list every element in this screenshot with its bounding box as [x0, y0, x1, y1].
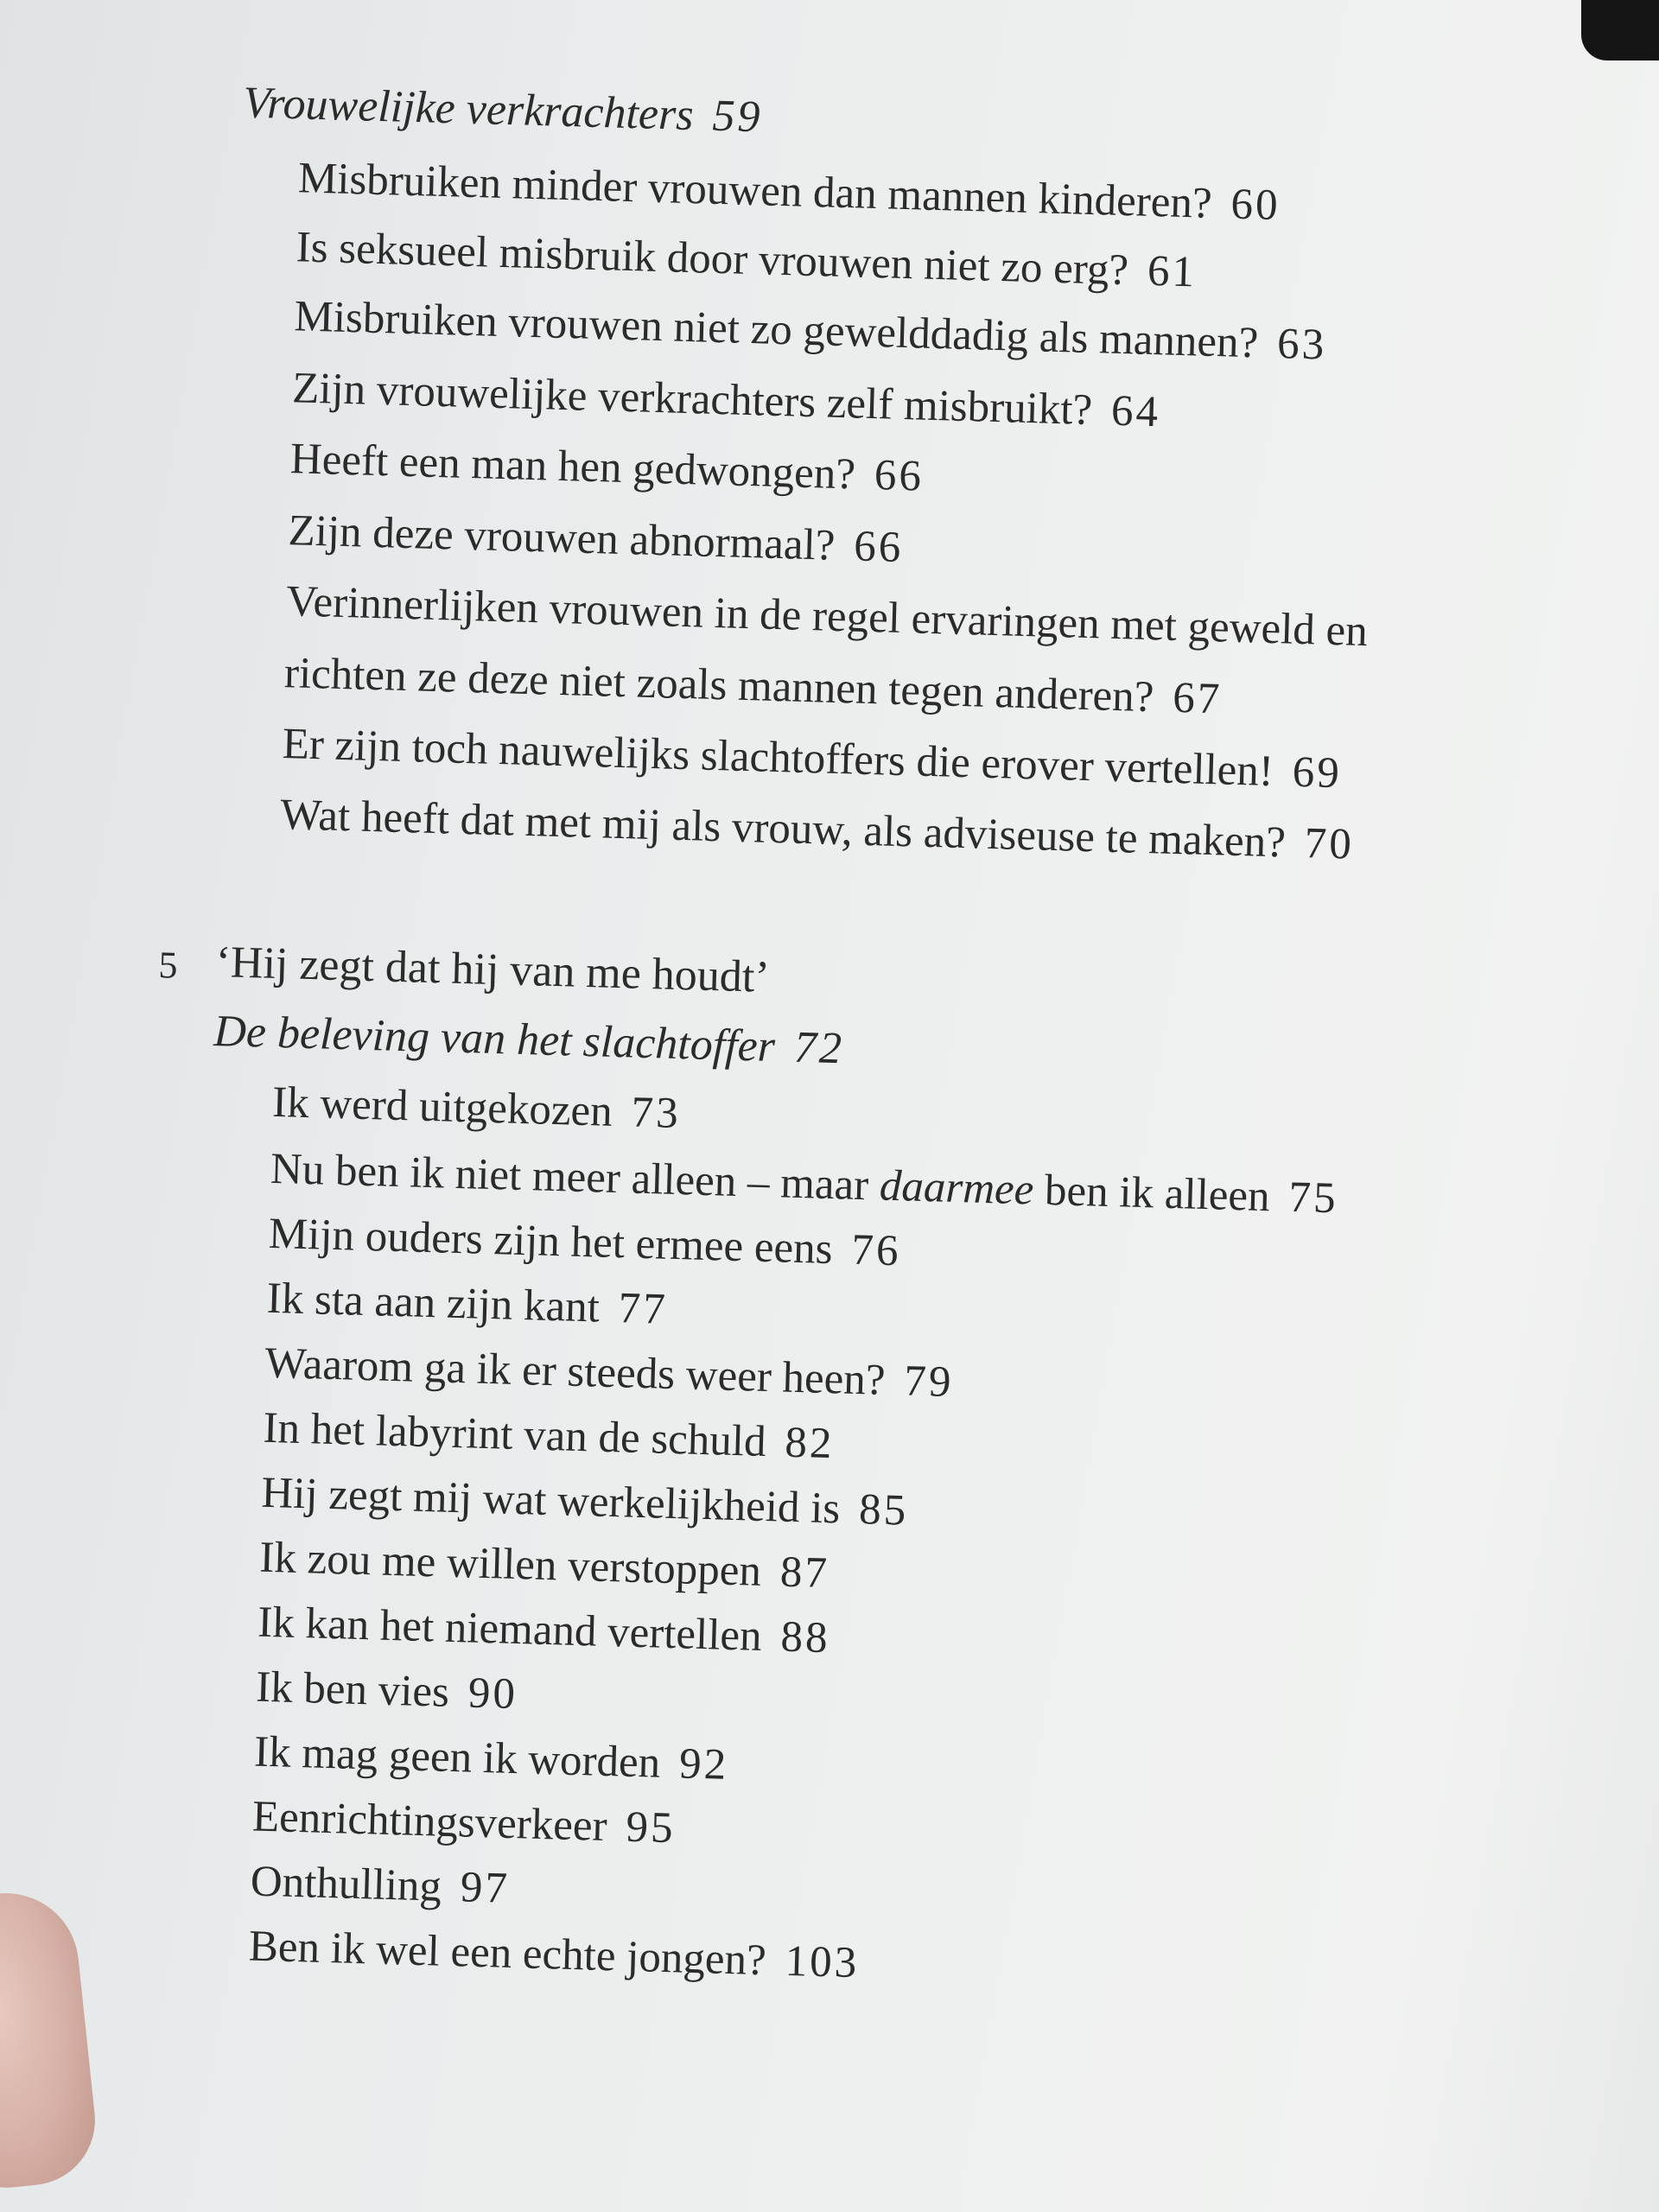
entry-text: Is seksueel misbruik door vrouwen niet zo erg? — [296, 223, 1129, 296]
entry-page: 79 — [903, 1357, 955, 1408]
entry-text: Ik zou me willen verstoppen — [258, 1533, 762, 1596]
entry-page: 103 — [784, 1936, 860, 1988]
toc-entry — [294, 290, 1327, 371]
entry-page: 66 — [874, 451, 925, 501]
entry-text: Er zijn toch nauwelijks slachtoffers die erover vertellen! — [281, 720, 1274, 797]
toc-entry — [251, 1791, 676, 1855]
entry-page: 66 — [853, 522, 905, 573]
entry-page: 76 — [850, 1225, 902, 1276]
entry-text: Eenrichtingsverkeer — [251, 1792, 608, 1852]
toc-entry — [263, 1402, 836, 1470]
toc-entry — [282, 718, 1343, 799]
entry-text: Ik kan het niemand vertellen — [257, 1598, 763, 1661]
entry-text: Onthulling — [250, 1857, 442, 1911]
entry-page: 63 — [1276, 320, 1327, 370]
entry-page: 60 — [1230, 180, 1281, 231]
entry-page: 64 — [1110, 386, 1161, 437]
toc-entry — [297, 152, 1281, 232]
toc-entry — [283, 647, 1223, 725]
entry-page: 69 — [1292, 747, 1343, 798]
entry-text: Ik mag geen ik worden — [253, 1727, 661, 1788]
entry-page: 61 — [1147, 246, 1198, 297]
entry-text: Misbruiken minder vrouwen dan mannen kinderen? — [297, 154, 1213, 228]
entry-page: 73 — [630, 1088, 682, 1139]
entry-page: 95 — [625, 1802, 677, 1853]
entry-page: 88 — [779, 1612, 831, 1663]
entry-text: Mijn ouders zijn het ermee eens — [268, 1209, 834, 1274]
subtitle-text: De beleving van het slachtoffer — [213, 1006, 776, 1072]
entry-page: 77 — [618, 1284, 669, 1334]
toc-entry — [291, 362, 1160, 438]
entry-page: 82 — [784, 1418, 836, 1469]
entry-text: Heeft een man hen gedwongen? — [289, 435, 856, 499]
entry-page: 75 — [1287, 1173, 1339, 1224]
entry-text: In het labyrint van de schuld — [262, 1403, 767, 1466]
chapter-subtitle — [213, 1006, 845, 1075]
entry-page: 87 — [779, 1548, 830, 1599]
toc-entry — [268, 1208, 901, 1277]
entry-text: Misbruiken vrouwen niet zo gewelddadig als mannen? — [293, 292, 1259, 368]
entry-text: richten ze deze niet zoals mannen tegen anderen? — [283, 649, 1155, 722]
toc-entry — [280, 789, 1355, 871]
toc-entry — [286, 575, 1369, 658]
entry-text: Waarom ga ik er steeds weer heen? — [264, 1338, 887, 1405]
entry-text: Verinnerlijken vrouwen in de regel ervaringen met geweld en — [285, 577, 1369, 657]
entry-emphasis: daarmee — [879, 1161, 1035, 1215]
entry-text: Nu ben ik niet meer alleen – maar — [270, 1144, 880, 1211]
entry-page: 70 — [1304, 819, 1355, 869]
entry-text: Ben ik wel een echte jongen? — [248, 1922, 767, 1986]
toc-entry — [248, 1921, 860, 1990]
entry-text: Zijn vrouwelijke verkrachters zelf misbruikt? — [291, 364, 1093, 435]
toc-entry — [261, 1467, 909, 1537]
entry-page: 67 — [1172, 673, 1224, 724]
entry-text: Zijn deze vrouwen abnormaal? — [287, 506, 836, 570]
entry-page: 90 — [467, 1669, 518, 1719]
toc-entry — [259, 1532, 830, 1599]
subtitle-page-number: 72 — [793, 1022, 845, 1074]
entry-text: Ik werd uitgekozen — [271, 1077, 613, 1136]
entry-text: Wat heeft dat met mij als vrouw, als adviseuse te maken? — [279, 791, 1287, 868]
entry-text: Hij zegt mij wat werkelijkheid is — [260, 1468, 842, 1534]
entry-page: 85 — [858, 1485, 909, 1535]
section-heading — [243, 78, 764, 144]
toc-entry — [253, 1726, 729, 1791]
entry-text: Ik sta aan zijn kant — [266, 1274, 601, 1332]
chapter-title: ‘Hij zegt dat hij van me houdt’ — [214, 938, 771, 1002]
entry-text: Ik ben vies — [255, 1662, 450, 1717]
entry-page: 92 — [678, 1739, 729, 1789]
toc-entry — [271, 1077, 681, 1140]
toc-entry — [255, 1662, 518, 1720]
entry-page: 97 — [460, 1863, 511, 1913]
entry-text-after: ben ik alleen — [1033, 1166, 1271, 1222]
toc-entry — [288, 505, 904, 574]
toc-entry — [250, 1856, 511, 1915]
toc-entry — [296, 221, 1198, 298]
toc-entry — [257, 1597, 831, 1664]
chapter-number: 5 — [157, 944, 179, 987]
section-title: Vrouwelijke verkrachters — [242, 78, 695, 141]
toc-entry — [264, 1338, 954, 1408]
section-page-number: 59 — [711, 91, 764, 143]
toc-entry — [289, 433, 925, 502]
toc-entry — [266, 1273, 669, 1336]
